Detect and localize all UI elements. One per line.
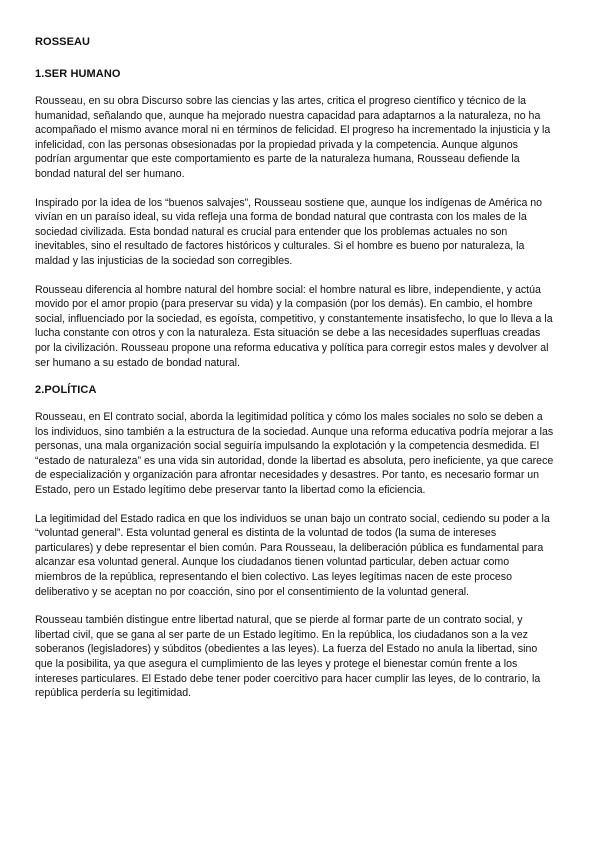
paragraph: Inspirado por la idea de los “buenos salvajes”, Rousseau sostiene que, aunque los indígenas de América no vivían en un paraíso ideal, su vida refleja una forma de bondad natural que contrasta con los males de la sociedad civilizada. Esta bondad natural es crucial para entender que los problemas actuales no son inevitables, sino el resultado de factores históricos y culturales. Si el hombre es bueno por naturaleza, la maldad y las injusticias de la sociedad son corregibles. bbox=[35, 196, 543, 267]
section-heading: 1.SER HUMANO bbox=[35, 68, 121, 80]
paragraph: Rousseau diferencia al hombre natural del hombre social: el hombre natural es libre, independiente, y actúa movido por el amor propio (para preservar su vida) y la compasión (por los demás). En cambio, el hombre social, influenciado por la sociedad, es egoísta, competitivo, y constantemente insatisfecho, lo que lo lleva a la lucha constante con otros y con la naturaleza. Esta situación se debe a las necesidades superfluas creadas por la civilización. Rousseau propone una reforma educativa y política para corregir estos males y devolver al ser humano a su estado de bondad natural. bbox=[35, 283, 553, 369]
paragraph: Rousseau también distingue entre libertad natural, que se pierde al formar parte de un contrato social, y libertad civil, que se gana al ser parte de un Estado legítimo. En la república, los ciudadanos son a la vez soberanos (legisladores) y súbditos (obedientes a las leyes). La fuerza del Estado no anula la libertad, sino que la posibilita, ya que asegura el cumplimiento de las leyes y protege el bienestar común frente a los intereses particulares. El Estado debe tener poder coercitivo para hacer cumplir las leyes, de lo contrario, la república perdería su legitimidad. bbox=[35, 614, 541, 700]
section-politica bbox=[35, 384, 555, 701]
document-title: ROSSEAU bbox=[35, 36, 91, 48]
paragraph: La legitimidad del Estado radica en que los individuos se unan bajo un contrato social, cediendo su poder a la “voluntad general”. Esta voluntad general es distinta de la voluntad de todos (la suma de intereses particulares) y debe representar el bien común. Para Rousseau, la deliberación pública es fundamental para alcanzar esa voluntad general. Aunque los ciudadanos tienen voluntad particular, deben actuar como miembros de la república, representando el bien colectivo. Las leyes legítimas nacen de este proceso deliberativo y se aceptan no por coacción, sino por el consentimiento de la voluntad general. bbox=[35, 512, 550, 598]
section-ser-humano bbox=[35, 68, 555, 370]
section-heading: 2.POLÍTICA bbox=[35, 384, 97, 397]
document-body bbox=[35, 36, 555, 715]
paragraph: Rousseau, en su obra Discurso sobre las ciencias y las artes, critica el progreso científico y técnico de la humanidad, señalando que, aunque ha mejorado nuestra capacidad para adaptarnos a la naturaleza, no ha acompañado el mismo avance moral ni en términos de felicidad. El progreso ha incrementado la injusticia y la infelicidad, con las personas obsesionadas por la propiedad privada y la competencia. Aunque algunos podrían argumentar que este comportamiento es parte de la naturaleza humana, Rousseau defiende la bondad natural del ser humano. bbox=[35, 95, 551, 180]
paragraph: Rousseau, en El contrato social, aborda la legitimidad política y cómo los males sociales no solo se deben a los individuos, sino también a la estructura de la sociedad. Aunque una reforma educativa podría mejorar a las personas, una mala organización social seguiría impulsando la explotación y la competencia desmedida. El “estado de naturaleza” es una vida sin autoridad, donde la libertad es absoluta, pero ineficiente, ya que carece de especialización y organización para afrontar necesidades y desastres. Por tanto, es necesario formar un Estado, pero un Estado legítimo debe preservar tanto la libertad como la eficiencia. bbox=[35, 411, 554, 497]
